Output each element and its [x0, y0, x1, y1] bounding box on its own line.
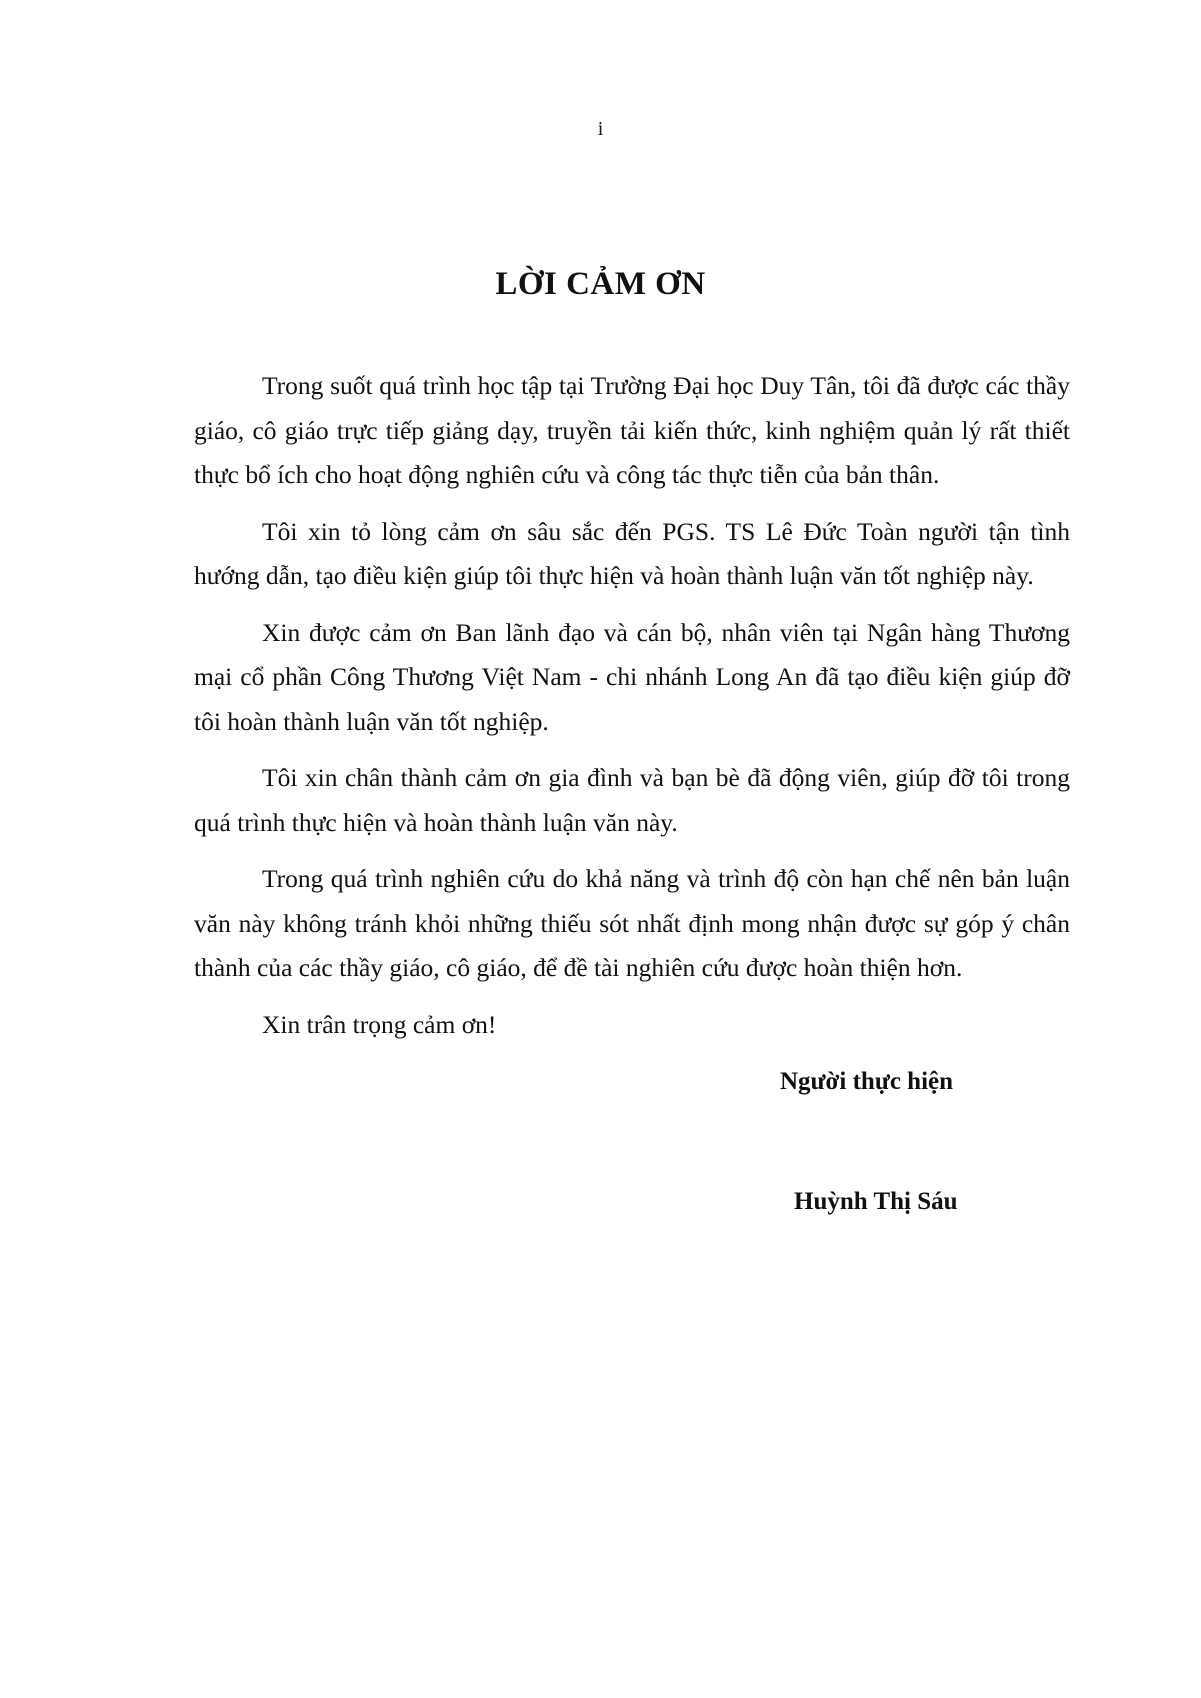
paragraph-study: Trong suốt quá trình học tập tại Trường Đại học Duy Tân, tôi đã được các thầy giáo, cô giáo trực tiếp giảng dạy, truyền tải kiến thức, kinh nghiệm quản lý rất thiết thực bổ ích cho hoạt động nghiên cứu và công tác thực tiễn của bản thân. [194, 371, 1070, 489]
paragraph-advisor: Tôi xin tỏ lòng cảm ơn sâu sắc đến PGS. TS Lê Đức Toàn người tận tình hướng dẫn, tạo điều kiện giúp tôi thực hiện và hoàn thành luận văn tốt nghiệp này. [194, 516, 1070, 590]
paragraph-closing: Xin trân trọng cảm ơn! [262, 1009, 497, 1039]
acknowledgement-body [194, 364, 1070, 1059]
signer-role: Người thực hiện [780, 1068, 954, 1095]
paragraph-bank: Xin được cảm ơn Ban lãnh đạo và cán bộ, nhân viên tại Ngân hàng Thương mại cổ phần Công Thương Việt Nam - chi nhánh Long An đã tạo điều kiện giúp đỡ tôi hoàn thành luận văn tốt nghiệp. [194, 617, 1070, 736]
signer-name: Huỳnh Thị Sáu [794, 1188, 958, 1215]
page-number: i [597, 118, 604, 140]
paragraph-family: Tôi xin chân thành cảm ơn gia đình và bạn bè đã động viên, giúp đỡ tôi trong quá trình thực hiện và hoàn thành luận văn này. [194, 763, 1070, 837]
paragraph-limitations: Trong quá trình nghiên cứu do khả năng và trình độ còn hạn chế nên bản luận văn này không tránh khỏi những thiếu sót nhất định mong nhận được sự góp ý chân thành của các thầy giáo, cô giáo, để đề tài nghiên cứu được hoàn thiện hơn. [194, 864, 1070, 982]
page-title: LỜI CẢM ƠN [495, 266, 706, 302]
